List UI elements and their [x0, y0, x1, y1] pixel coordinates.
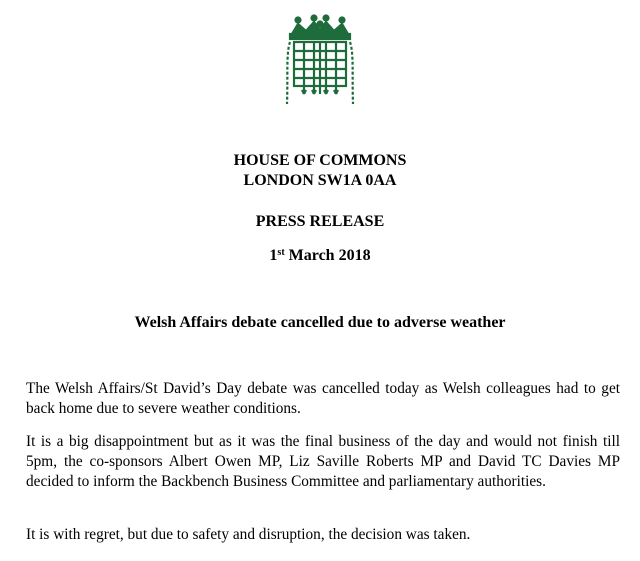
paragraph-1: The Welsh Affairs/St David’s Day debate was cancelled today as Welsh colleagues had to get back home due to severe weather conditions. — [26, 380, 620, 417]
header-line-house: HOUSE OF COMMONS — [233, 152, 407, 169]
date-rest: March 2018 — [284, 247, 371, 264]
release-date — [0, 246, 640, 266]
paragraph-3: It is with regret, but due to safety and disruption, the decision was taken. — [26, 526, 471, 543]
header-line-address: LONDON SW1A 0AA — [243, 172, 397, 189]
press-release-label: PRESS RELEASE — [255, 213, 385, 230]
paragraph-2: It is a big disappointment but as it was the final business of the day and would not finish till 5pm, the co-sponsors Albert Owen MP, Liz Saville Roberts MP and David TC Davies MP decided to inform the Backbench Business Committee and parliamentary authorities. — [26, 433, 620, 490]
portcullis-crown-icon — [284, 14, 356, 106]
date-day: 1 — [269, 247, 278, 264]
date-suffix: st — [277, 247, 285, 258]
release-title: Welsh Affairs debate cancelled due to adverse weather — [134, 314, 506, 331]
